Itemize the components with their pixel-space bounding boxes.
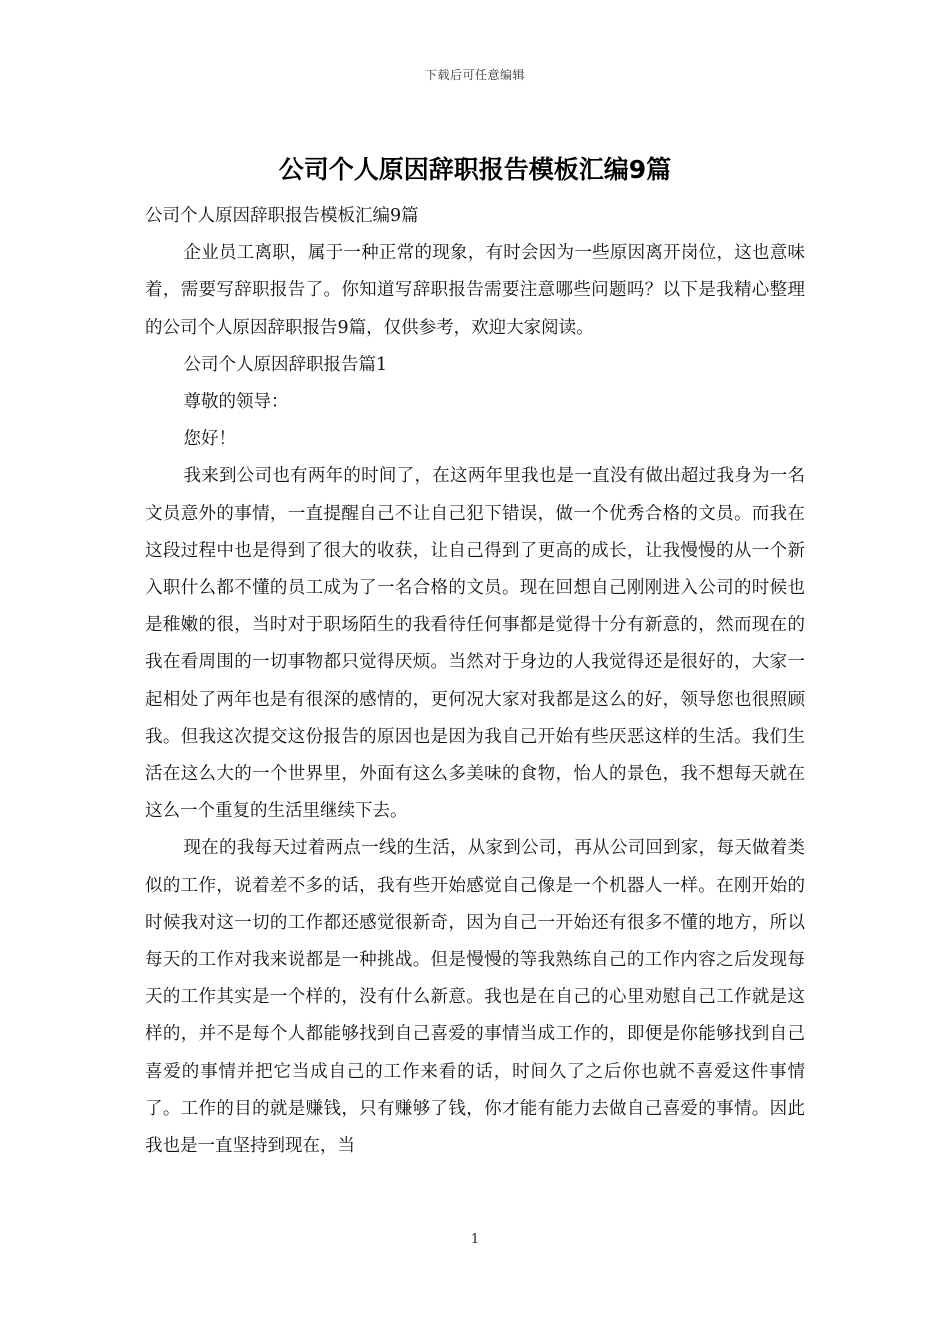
intro-paragraph: 企业员工离职，属于一种正常的现象，有时会因为一些原因离开岗位，这也意味着，需要写辞职报告了。你知道写辞职报告需要注意哪些问题吗？以下是我精心整理的公司个人原因辞职报告9篇，仅供参考，欢迎大家阅读。	[145, 243, 805, 338]
document-title: 公司个人原因辞职报告模板汇编9篇	[278, 155, 672, 184]
page-number: 1	[470, 1232, 480, 1247]
body-paragraph: 我来到公司也有两年的时间了，在这两年里我也是一直没有做出超过我身为一名文员意外的事情，一直提醒自己不让自己犯下错误，做一个优秀合格的文员。而我在这段过程中也是得到了很大的收获，让自己得到了更高的成长，让我慢慢的从一个新入职什么都不懂的员工成为了一名合格的文员。现在回想自己刚刚进入公司的时候也是稚嫩的很，当时对于职场陌生的我看待任何事都是觉得十分有新意的，然而现在的我在看周围的一切事物都只觉得厌烦。当然对于身边的人我觉得还是很好的，大家一起相处了两年也是有很深的感情的，更何况大家对我都是这么的好，领导您也很照顾我。但我这次提交这份报告的原因也是因为我自己开始有些厌恶这样的生活。我们生活在这么大的一个世界里，外面有这么多美味的食物，怡人的景色，我不想每天就在这么一个重复的生活里继续下去。	[145, 466, 805, 822]
subtitle-paragraph: 公司个人原因辞职报告模板汇编9篇	[145, 206, 419, 226]
document-body	[145, 198, 805, 1165]
section-heading: 公司个人原因辞职报告篇1	[183, 354, 388, 375]
salutation: 尊敬的领导：	[183, 392, 289, 413]
body-paragraph: 现在的我每天过着两点一线的生活，从家到公司，再从公司回到家，每天做着类似的工作，说着差不多的话，我有些开始感觉自己像是一个机器人一样。在刚开始的时候我对这一切的工作都还感觉很新奇，因为自己一开始还有很多不懂的地方，所以每天的工作对我来说都是一种挑战。但是慢慢的等我熟练自己的工作内容之后发现每天的工作其实是一个样的，没有什么新意。我也是在自己的心里劝慰自己工作就是这样的，并不是每个人都能够找到自己喜爱的事情当成工作的，即便是你能够找到自己喜爱的事情并把它当成自己的工作来看的话，时间久了之后你也就不喜爱这件事情了。工作的目的就是赚钱，只有赚够了钱，你才能有能力去做自己喜爱的事情。因此我也是一直坚持到现在，当	[145, 838, 805, 1157]
greeting: 您好！	[183, 429, 236, 450]
page-header: 下载后可任意编辑	[424, 68, 525, 82]
